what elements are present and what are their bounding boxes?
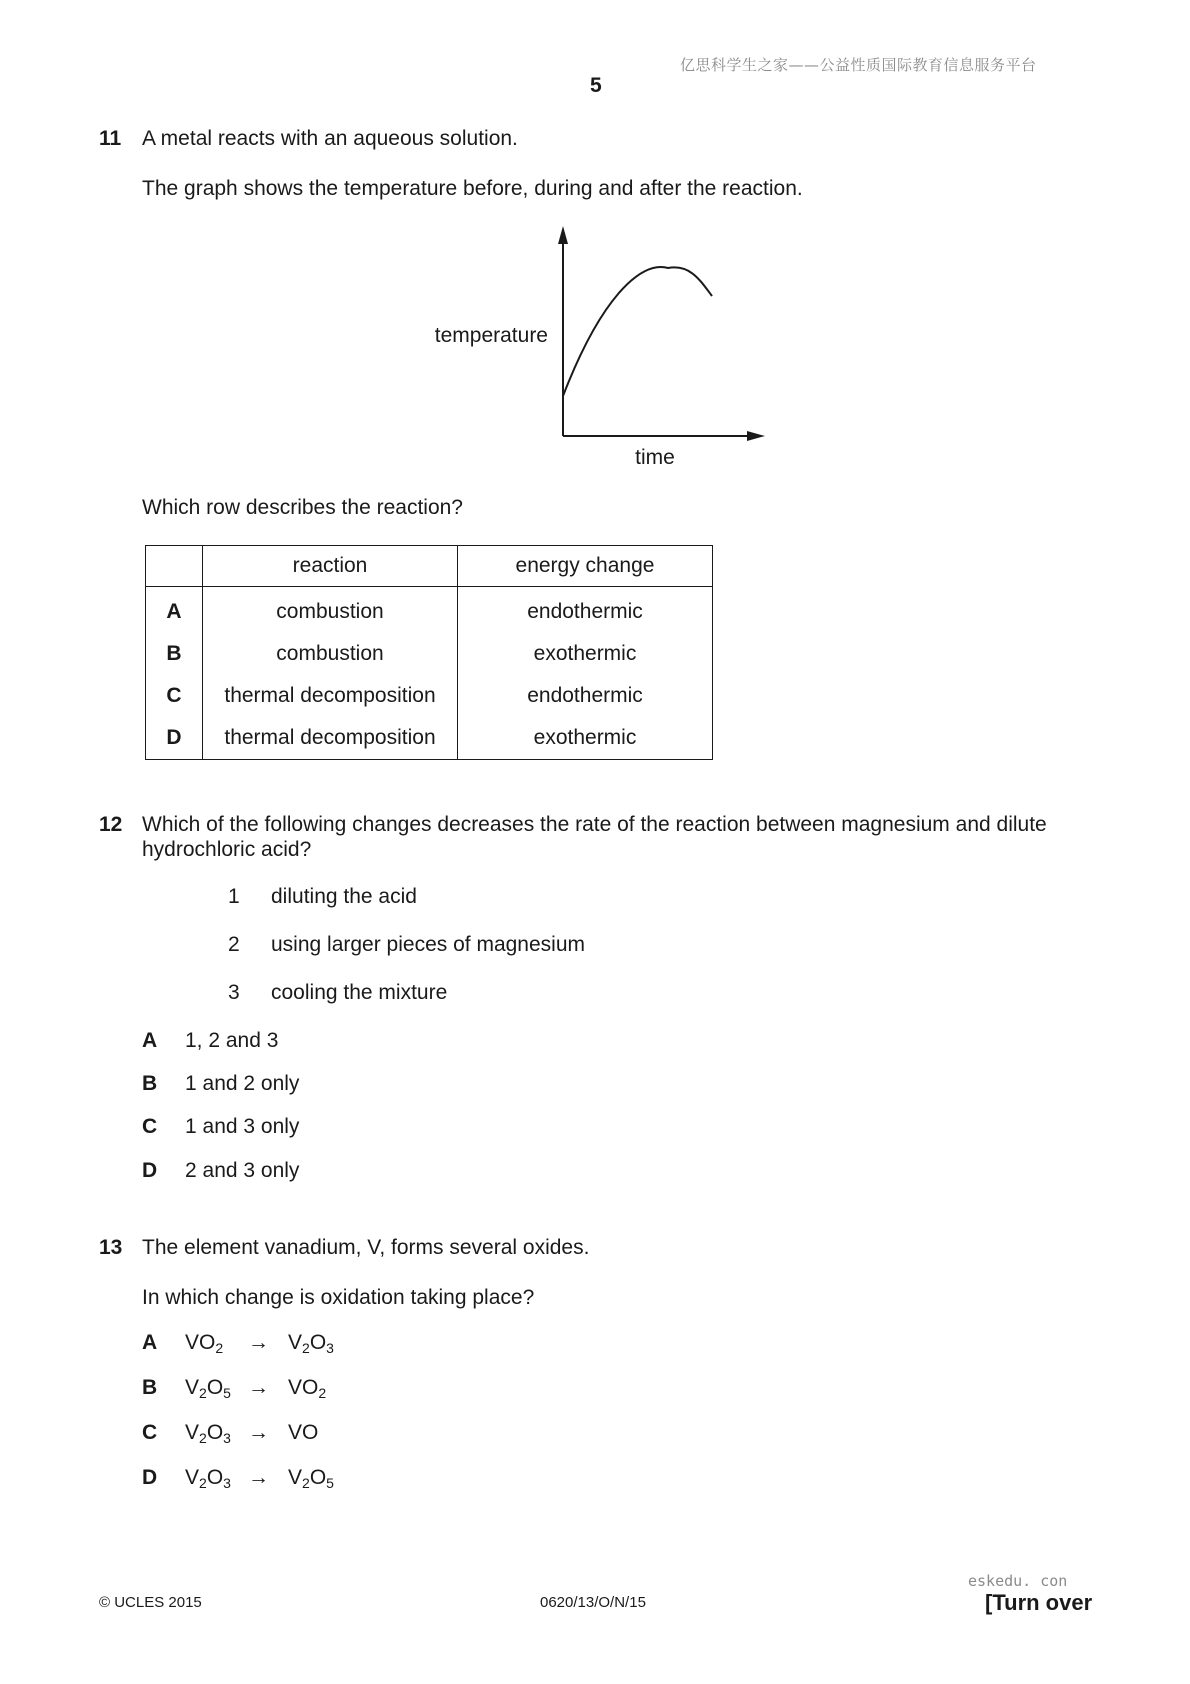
option-text-a: 1, 2 and 3 (185, 1029, 279, 1052)
y-axis-label: temperature (434, 324, 548, 347)
table-header-blank (146, 546, 203, 587)
x-axis-label: time (635, 446, 675, 469)
product-formula: $V_2O_5$ (288, 1466, 334, 1491)
reaction-cell: thermal decomposition (203, 675, 458, 717)
reaction-cell: combustion (203, 587, 458, 634)
question-number-11: 11 (99, 127, 122, 150)
row-label: A (146, 587, 203, 634)
q11-graph-text: The graph shows the temperature before, during and after the reaction. (142, 177, 803, 200)
option-text-b: 1 and 2 only (185, 1072, 300, 1095)
reaction-arrow: → (248, 1466, 269, 1489)
table-header-energy-change: energy change (458, 546, 713, 587)
reactant-formula: $VO_2$ (185, 1331, 224, 1356)
table-row (146, 633, 713, 675)
option-text-d: 2 and 3 only (185, 1159, 300, 1182)
q11-intro: A metal reacts with an aqueous solution. (142, 127, 518, 150)
q13-question: In which change is oxidation taking place? (142, 1286, 535, 1309)
product-formula: $V_2O_3$ (288, 1331, 334, 1356)
table-row (146, 675, 713, 717)
table-row (146, 717, 713, 760)
option-label-a: A (142, 1029, 158, 1052)
row-label: B (146, 633, 203, 675)
statement-text: cooling the mixture (271, 981, 448, 1004)
temperature-time-graph (0, 0, 1190, 480)
reaction-arrow: → (248, 1376, 269, 1399)
statement-number: 1 (228, 885, 240, 908)
reactant-formula: $V_2O_3$ (185, 1421, 231, 1446)
option-label-d: D (142, 1159, 158, 1182)
option-text-c: 1 and 3 only (185, 1115, 300, 1138)
energy-cell: endothermic (458, 587, 713, 634)
energy-cell: exothermic (458, 717, 713, 760)
copyright: © UCLES 2015 (99, 1594, 202, 1611)
q11-answer-table (145, 545, 713, 760)
watermark-text: 亿思科学生之家——公益性质国际教育信息服务平台 (680, 56, 1037, 74)
option-label-c: C (142, 1115, 158, 1138)
option-label-a: A (142, 1331, 158, 1354)
q12-line-1: Which of the following changes decreases the rate of the reaction between magnesium and dilute (142, 813, 1047, 836)
reaction-cell: combustion (203, 633, 458, 675)
option-label-b: B (142, 1376, 158, 1399)
product-formula: VO (288, 1421, 319, 1444)
product-formula: $VO_2$ (288, 1376, 327, 1401)
statement-number: 2 (228, 933, 240, 956)
statement-text: using larger pieces of magnesium (271, 933, 585, 956)
question-number-12: 12 (99, 813, 123, 836)
q11-question: Which row describes the reaction? (142, 496, 463, 519)
temperature-curve (563, 267, 712, 396)
option-label-b: B (142, 1072, 158, 1095)
row-label: D (146, 717, 203, 760)
q12-line-2: hydrochloric acid? (142, 838, 312, 861)
reaction-arrow: → (248, 1421, 269, 1444)
turn-over-label: [Turn over (985, 1590, 1093, 1615)
site-watermark: eskedu. con (968, 1572, 1068, 1590)
table-header-reaction: reaction (203, 546, 458, 587)
energy-cell: exothermic (458, 633, 713, 675)
table-header-row (146, 546, 713, 587)
table-row (146, 587, 713, 634)
reaction-arrow: → (248, 1331, 269, 1354)
y-axis-arrowhead (558, 226, 568, 244)
paper-code: 0620/13/O/N/15 (540, 1594, 646, 1611)
reaction-cell: thermal decomposition (203, 717, 458, 760)
page-number: 5 (590, 74, 602, 97)
reactant-formula: $V_2O_3$ (185, 1466, 231, 1491)
question-number-13: 13 (99, 1236, 123, 1259)
reactant-formula: $V_2O_5$ (185, 1376, 231, 1401)
x-axis-arrowhead (747, 431, 765, 441)
option-label-c: C (142, 1421, 158, 1444)
energy-cell: endothermic (458, 675, 713, 717)
q13-intro: The element vanadium, V, forms several oxides. (142, 1236, 590, 1259)
row-label: C (146, 675, 203, 717)
statement-text: diluting the acid (271, 885, 417, 908)
option-label-d: D (142, 1466, 158, 1489)
statement-number: 3 (228, 981, 240, 1004)
